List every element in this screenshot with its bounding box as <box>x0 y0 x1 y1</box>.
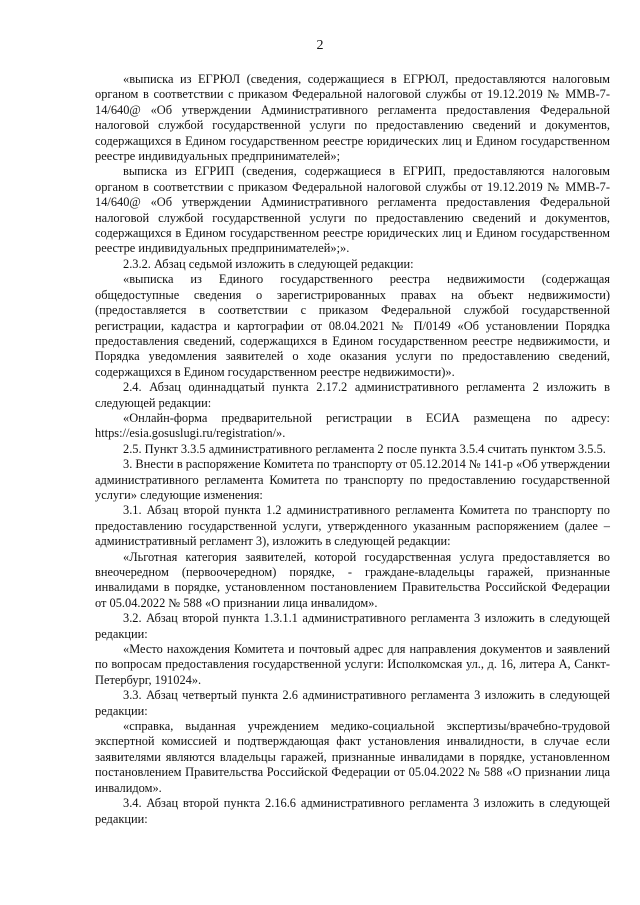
paragraph-3-3: 3.3. Абзац четвертый пункта 2.6 административного регламента 3 изложить в следующей редакции: <box>95 688 610 718</box>
paragraph-3-2: 3.2. Абзац второй пункта 1.3.1.1 административного регламента 3 изложить в следующей редакции: <box>95 611 610 641</box>
paragraph-2-3-2: 2.3.2. Абзац седьмой изложить в следующей редакции: <box>123 256 414 271</box>
paragraph-2-5: 2.5. Пункт 3.3.5 административного регламента 2 после пункта 3.5.4 считать пунктом 3.5.5. <box>123 441 606 456</box>
document-body <box>95 72 610 827</box>
paragraph-3-4: 3.4. Абзац второй пункта 2.16.6 административного регламента 3 изложить в следующей редакции: <box>95 796 610 826</box>
paragraph-3: 3. Внести в распоряжение Комитета по транспорту от 05.12.2014 № 141-р «Об утверждении административного регламента Комитета по транспорту по предоставлению государственной услуги» следующие изменения: <box>95 457 610 502</box>
paragraph-committee-address: «Место нахождения Комитета и почтовый адрес для направления документов и заявлений по вопросам предоставления государственной услуги: Исполкомская ул., д. 16, литера А, Санкт-Петербург, 191024». <box>95 642 610 687</box>
page-number: 2 <box>316 38 324 53</box>
paragraph-esia-form: «Онлайн-форма предварительной регистрации в ЕСИА размещена по адресу: https://esia.gosuslugi.ru/registration/». <box>95 410 610 441</box>
paragraph-egrn-extract: «выписка из Единого государственного реестра недвижимости (содержащая общедоступные сведения о зарегистрированных правах на объект недвижимости) (предоставляется в соответствии с приказом Федеральной службой государственной регистрации, кадастра и картографии от 08.04.2021 № П/0149 «Об установлении Порядка предоставления сведений, содержащихся в Едином государственном реестре недвижимости, и Порядка уведомления заявителей о ходе оказания услуги по предоставлению сведений, содержащихся в Едином государственном реестре недвижимости)». <box>95 272 610 379</box>
paragraph-disability-certificate: «справка, выданная учреждением медико-социальной экспертизы/врачебно-трудовой экспертной комиссией и подтверждающая факт установления инвалидности, в случае если заявителями являются владельцы гаражей, признанные инвалидами в порядке, установленном постановлением Правительства Российской Федерации от 05.04.2022 № 588 «О признании лица инвалидом». <box>95 719 610 795</box>
paragraph-egrul-extract: «выписка из ЕГРЮЛ (сведения, содержащиеся в ЕГРЮЛ, предоставляются налоговым органом в соответствии с приказом Федеральной налоговой службы от 19.12.2019 № ММВ-7-14/640@ «Об утверждении Административного регламента предоставления Федеральной налоговой службой государственной услуги по предоставлению сведений и документов, содержащихся в Едином государственном реестре юридических лиц и Едином государственном реестре индивидуальных предпринимателей»; <box>95 72 610 164</box>
paragraph-2-4: 2.4. Абзац одиннадцатый пункта 2.17.2 административного регламента 2 изложить в следующей редакции: <box>95 380 610 410</box>
paragraph-privileged-category: «Льготная категория заявителей, которой государственная услуга предоставляется во внеочередном (первоочередном) порядке, - граждане-владельцы гаражей, признанные инвалидами в порядке, установленном постановлением Правительства Российской Федерации от 05.04.2022 № 588 «О признании лица инвалидом». <box>95 549 610 610</box>
paragraph-3-1: 3.1. Абзац второй пункта 1.2 административного регламента Комитета по транспорту по предоставлению государственной услуги, утвержденного указанным распоряжением (далее – административный регламент 3), изложить в следующей редакции: <box>95 503 610 549</box>
paragraph-egrip-extract: выписка из ЕГРИП (сведения, содержащиеся в ЕГРИП, предоставляются налоговым органом в соответствии с приказом Федеральной налоговой службы от 19.12.2019 № ММВ-7-14/640@ «Об утверждении Административного регламента предоставления Федеральной налоговой службой государственной услуги по предоставлению сведений и документов, содержащихся в Едином государственном реестре юридических лиц и Едином государственном реестре индивидуальных предпринимателей»;». <box>95 164 610 256</box>
